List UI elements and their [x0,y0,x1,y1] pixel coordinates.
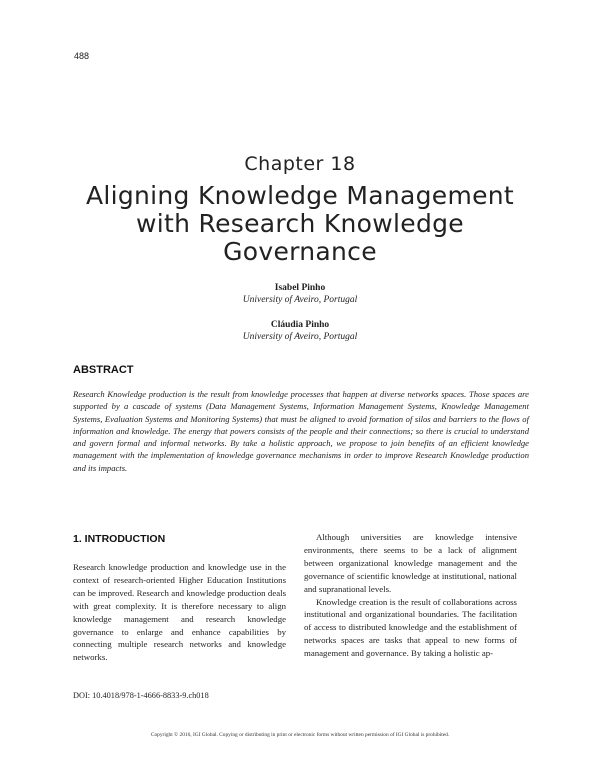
chapter-title: Aligning Knowledge Management with Research Knowledge Governance [85,181,515,266]
copyright-notice: Copyright © 2016, IGI Global. Copying or distributing in print or electronic forms without written permission of IGI Global is prohibited. [150,732,450,738]
left-column [73,561,286,664]
doi: DOI: 10.4018/978-1-4666-8833-9.ch018 [73,691,209,700]
author-name: Cláudia Pinho [270,320,330,330]
section-heading: 1. INTRODUCTION [73,533,166,545]
right-column [304,531,517,660]
abstract-heading: ABSTRACT [73,364,134,376]
abstract-text: Research Knowledge production is the result from knowledge processes that happen at diverse networks spaces. Those spaces are supported by a cascade of systems (Data Management Systems, Information Management Systems, Knowledge Management Systems, Evaluation Systems and Monitoring Systems) that must be aligned to avoid formation of silos and barriers to the flows of information and knowledge. The energy that powers consists of the people and their connections; so there is crucial to understand and govern formal and informal networks. By take a holistic approach, we propose to join benefits of an efficient knowledge management with the implementation of knowledge governance mechanisms in order to improve Research Knowledge production and its impacts. [73,389,529,473]
author-affiliation: University of Aveiro, Portugal [242,332,358,342]
author-name: Isabel Pinho [274,283,326,293]
author-affiliation: University of Aveiro, Portugal [242,295,358,305]
body-paragraph: Research knowledge production and knowledge use in the context of research-oriented Higher Education Institutions can be improved. Research and knowledge production deals with great complexity. It is therefore necessary to align knowledge management and research knowledge governance to enlarge and enhance capabilities by connecting multiple research networks and knowledge networks. [73,562,286,663]
chapter-label: Chapter 18 [244,153,356,175]
body-paragraph: Knowledge creation is the result of collaborations across institutional and organizational boundaries. The facilitation of access to distributed knowledge and the establishment of networks spaces are tasks that appeal to new forms of management and governance. By taking a holistic ap- [304,596,517,659]
body-paragraph: Although universities are knowledge intensive environments, there seems to be a lack of alignment between organizational knowledge management and the governance of scientific knowledge at institutional, national and supranational levels. [304,532,517,594]
page-number: 488 [74,51,90,61]
